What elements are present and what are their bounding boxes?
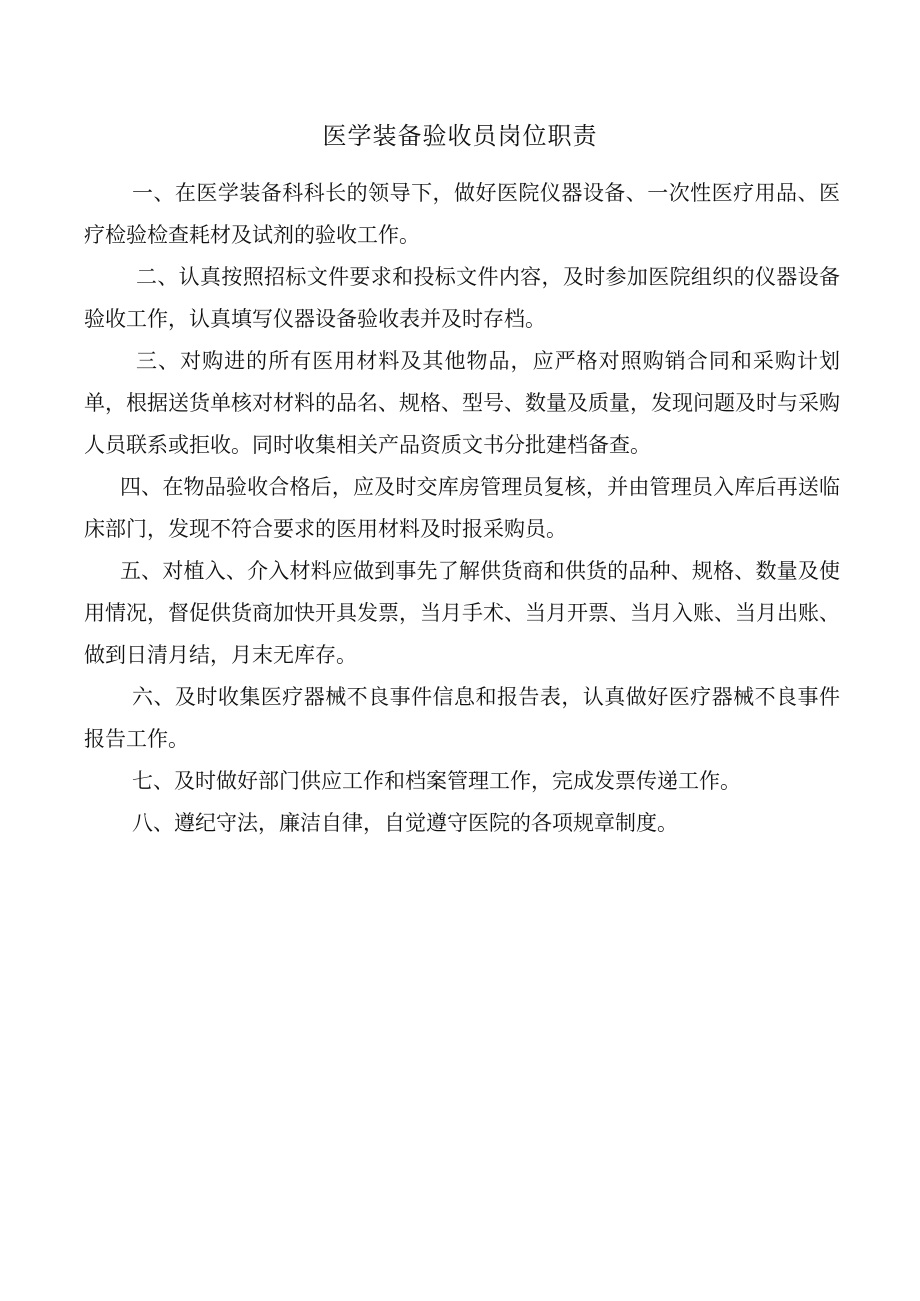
paragraph-8: 八、遵纪守法，廉洁自律，自觉遵守医院的各项规章制度。 (132, 811, 678, 835)
document-title: 医学装备验收员岗位职责 (322, 122, 598, 150)
paragraph-7: 七、及时做好部门供应工作和档案管理工作，完成发票传递工作。 (132, 769, 741, 793)
paragraph-1: 一、在医学装备科科长的领导下，做好医院仪器设备、一次性医疗用品、医疗检验检查耗材及试剂的验收工作。 (84, 181, 840, 247)
paragraph-4: 四、在物品验收合格后，应及时交库房管理员复核，并由管理员入库后再送临床部门，发现不符合要求的医用材料及时报采购员。 (84, 475, 840, 541)
paragraph-5: 五、对植入、介入材料应做到事先了解供货商和供货的品种、规格、数量及使用情况，督促供货商加快开具发票，当月手术、当月开票、当月入账、当月出账、做到日清月结，月末无库存。 (84, 559, 840, 667)
paragraph-3: 三、对购进的所有医用材料及其他物品，应严格对照购销合同和采购计划单，根据送货单核对材料的品名、规格、型号、数量及质量，发现问题及时与采购人员联系或拒收。同时收集相关产品资质文书分批建档备查。 (84, 349, 840, 457)
paragraph-6: 六、及时收集医疗器械不良事件信息和报告表，认真做好医疗器械不良事件报告工作。 (84, 685, 840, 751)
paragraph-2: 二、认真按照招标文件要求和投标文件内容，及时参加医院组织的仪器设备验收工作，认真填写仪器设备验收表并及时存档。 (84, 265, 840, 331)
document-body (84, 172, 840, 844)
